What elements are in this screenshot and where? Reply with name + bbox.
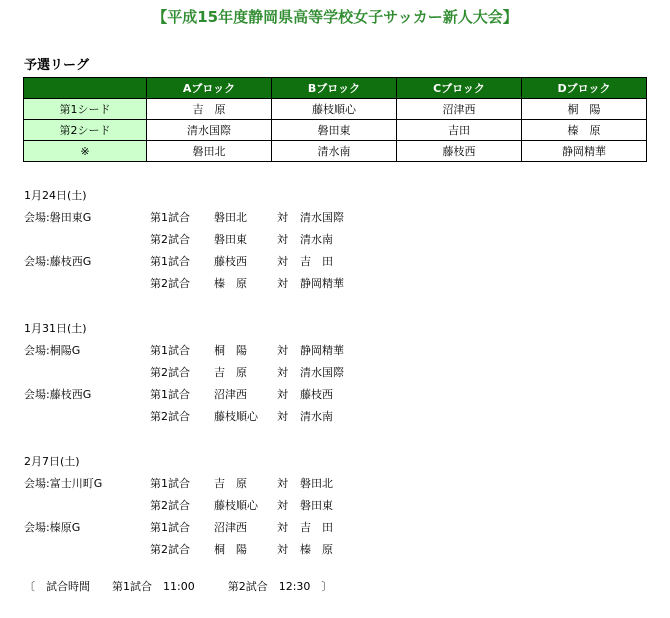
- match-row: [24, 517, 624, 539]
- match-row: [24, 362, 624, 384]
- match-row: [24, 406, 624, 428]
- match-number: 第2試合: [150, 233, 190, 246]
- table-row: [24, 99, 647, 120]
- team-cell: 吉田: [397, 120, 522, 141]
- row-header: 第1シード: [24, 99, 147, 120]
- page-title: 【平成15年度静岡県高等学校女子サッカー新人大会】: [152, 8, 518, 26]
- match-row: [24, 473, 624, 495]
- team-cell: 藤枝順心: [272, 99, 397, 120]
- team-cell: 静岡精華: [522, 141, 647, 162]
- team-cell: 藤枝西: [397, 141, 522, 162]
- schedule-day: [24, 318, 624, 429]
- team-away: 榛 原: [300, 543, 333, 556]
- team-cell: 沼津西: [397, 99, 522, 120]
- match-number: 第1試合: [150, 211, 190, 224]
- team-home: 磐田東: [214, 233, 247, 246]
- team-home: 沼津西: [214, 521, 247, 534]
- match-row: [24, 539, 624, 561]
- row-header: 第2シード: [24, 120, 147, 141]
- team-away: 磐田東: [300, 499, 333, 512]
- match-date: 1月24日(土): [24, 189, 87, 202]
- versus-label: 対: [277, 211, 288, 224]
- versus-label: 対: [277, 255, 288, 268]
- match-number: 第1試合: [150, 521, 190, 534]
- match-number: 第2試合: [150, 366, 190, 379]
- venue-label: 会場:富士川町G: [24, 477, 103, 490]
- team-home: 藤枝順心: [214, 499, 258, 512]
- team-away: 清水国際: [300, 366, 344, 379]
- row-header: ※: [24, 141, 147, 162]
- table-row: [24, 141, 647, 162]
- team-away: 清水国際: [300, 211, 344, 224]
- venue-label: 会場:磐田東G: [24, 211, 92, 224]
- match-row: [24, 495, 624, 517]
- team-home: 桐 陽: [214, 344, 247, 357]
- versus-label: 対: [277, 388, 288, 401]
- team-away: 吉 田: [300, 521, 333, 534]
- team-cell: 榛 原: [522, 120, 647, 141]
- team-home: 吉 原: [214, 366, 247, 379]
- match-number: 第2試合: [150, 277, 190, 290]
- team-home: 榛 原: [214, 277, 247, 290]
- match-number: 第2試合: [150, 499, 190, 512]
- match-date: 1月31日(土): [24, 322, 87, 335]
- match-schedule: [24, 185, 624, 562]
- team-cell: 清水南: [272, 141, 397, 162]
- versus-label: 対: [277, 344, 288, 357]
- match-number: 第2試合: [150, 543, 190, 556]
- versus-label: 対: [277, 499, 288, 512]
- versus-label: 対: [277, 521, 288, 534]
- venue-label: 会場:藤枝西G: [24, 255, 92, 268]
- venue-label: 会場:桐陽G: [24, 344, 81, 357]
- versus-label: 対: [277, 277, 288, 290]
- team-away: 静岡精華: [300, 344, 344, 357]
- team-away: 清水南: [300, 410, 333, 423]
- match-number: 第1試合: [150, 255, 190, 268]
- league-table: [23, 77, 647, 162]
- column-header: Dブロック: [522, 78, 647, 99]
- team-home: 藤枝西: [214, 255, 247, 268]
- match-number: 第1試合: [150, 477, 190, 490]
- corner-cell: [24, 78, 147, 99]
- versus-label: 対: [277, 366, 288, 379]
- league-header-row: [24, 78, 647, 99]
- team-cell: 桐 陽: [522, 99, 647, 120]
- team-home: 沼津西: [214, 388, 247, 401]
- versus-label: 対: [277, 233, 288, 246]
- schedule-day: [24, 451, 624, 562]
- team-away: 藤枝西: [300, 388, 333, 401]
- match-number: 第1試合: [150, 388, 190, 401]
- schedule-day: [24, 185, 624, 296]
- versus-label: 対: [277, 410, 288, 423]
- match-number: 第2試合: [150, 410, 190, 423]
- match-row: [24, 251, 624, 273]
- versus-label: 対: [277, 543, 288, 556]
- match-time-note: [24, 578, 332, 594]
- team-away: 静岡精華: [300, 277, 344, 290]
- match-row: [24, 207, 624, 229]
- team-home: 磐田北: [214, 211, 247, 224]
- column-header: Aブロック: [147, 78, 272, 99]
- match-row: [24, 340, 624, 362]
- versus-label: 対: [277, 477, 288, 490]
- venue-label: 会場:榛原G: [24, 521, 81, 534]
- team-cell: 磐田北: [147, 141, 272, 162]
- team-cell: 磐田東: [272, 120, 397, 141]
- match-number: 第1試合: [150, 344, 190, 357]
- team-away: 磐田北: [300, 477, 333, 490]
- match-time-text: 〔 試合時間 第1試合 11:00 第2試合 12:30 〕: [24, 580, 333, 593]
- team-home: 吉 原: [214, 477, 247, 490]
- team-home: 藤枝順心: [214, 410, 258, 423]
- team-away: 吉 田: [300, 255, 333, 268]
- match-row: [24, 384, 624, 406]
- team-away: 清水南: [300, 233, 333, 246]
- team-home: 桐 陽: [214, 543, 247, 556]
- column-header: Bブロック: [272, 78, 397, 99]
- section-title: 予選リーグ: [24, 58, 90, 73]
- venue-label: 会場:藤枝西G: [24, 388, 92, 401]
- match-date: 2月7日(土): [24, 455, 80, 468]
- match-row: [24, 229, 624, 251]
- column-header: Cブロック: [397, 78, 522, 99]
- match-row: [24, 273, 624, 295]
- table-row: [24, 120, 647, 141]
- team-cell: 清水国際: [147, 120, 272, 141]
- team-cell: 吉 原: [147, 99, 272, 120]
